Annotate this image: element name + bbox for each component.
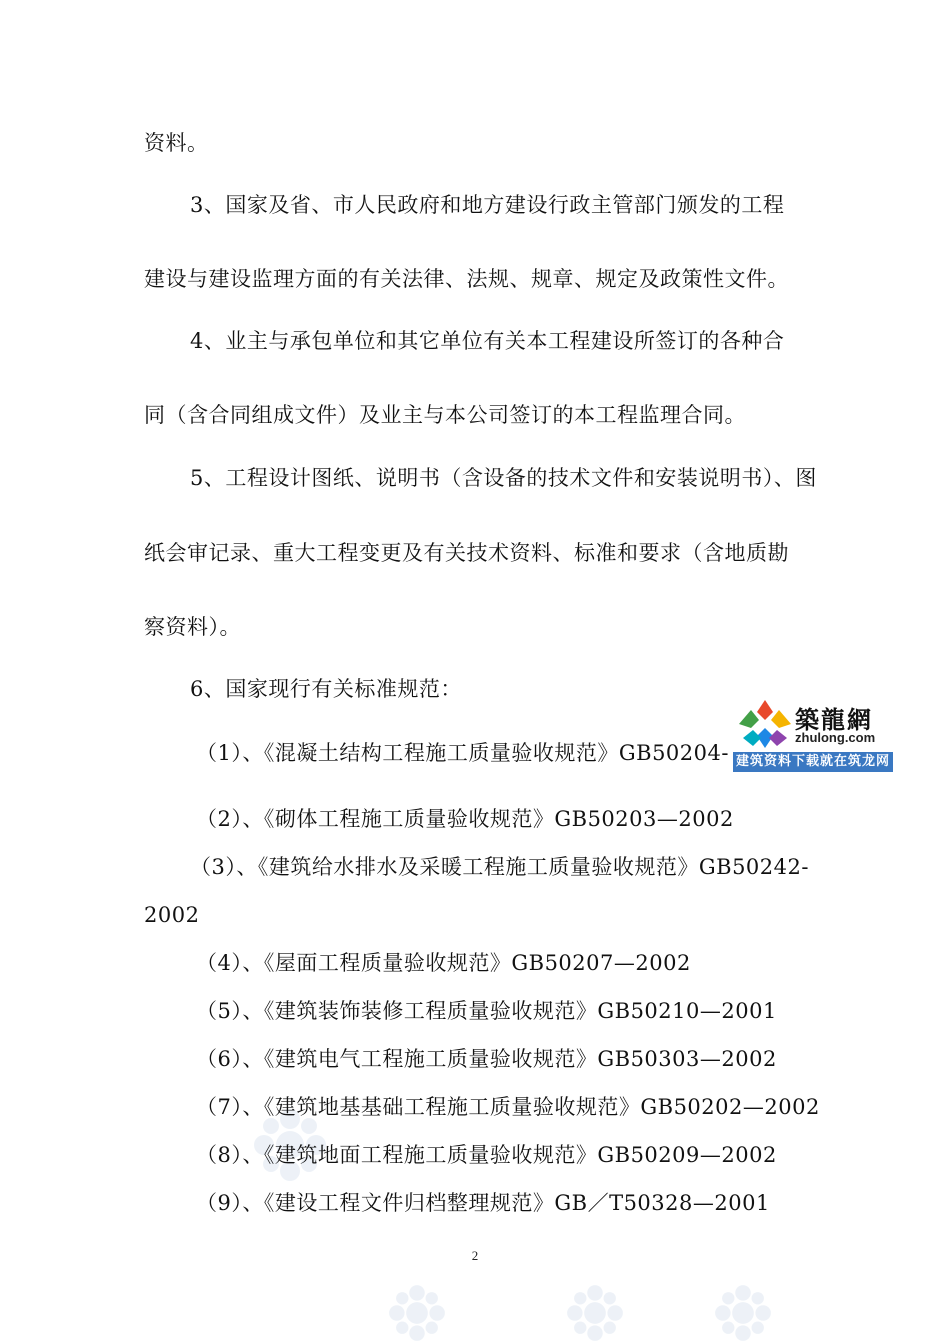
standard-list-item: （9）、《建设工程文件归档整理规范》GB／T50328—2001 [196,1191,770,1215]
paragraph-line: 4、业主与承包单位和其它单位有关本工程建设所签订的各种合 [190,329,785,353]
standard-list-item: （4）、《屋面工程质量验收规范》GB50207—2002 [196,951,691,975]
watermark-ornament [708,1282,778,1344]
logo-title: 築龍網 [795,706,873,734]
paragraph-line: 察资料）。 [144,615,241,639]
paragraph-line: 5、工程设计图纸、说明书（含设备的技术文件和安装说明书）、图 [190,466,817,490]
paragraph-line: 资料。 [144,131,209,155]
page-number: 2 [471,1248,479,1263]
paragraph-line: 3、国家及省、市人民政府和地方建设行政主管部门颁发的工程 [190,193,785,217]
zhulong-logo [733,694,893,772]
paragraph-line: 纸会审记录、重大工程变更及有关技术资料、标准和要求（含地质勘 [144,541,789,565]
paragraph-line: 6、国家现行有关标准规范： [190,677,462,701]
standard-list-item: （1）、《混凝土结构工程施工质量验收规范》GB50204- [196,741,729,765]
paragraph-line: 同（含合同组成文件）及业主与本公司签订的本工程监理合同。 [144,403,746,427]
standard-list-item-continued: 2002 [144,903,200,927]
watermark-ornament [560,1282,630,1344]
standard-list-item: （2）、《砌体工程施工质量验收规范》GB50203—2002 [196,807,734,831]
standard-list-item: （7）、《建筑地基基础工程施工质量验收规范》GB50202—2002 [196,1095,820,1119]
standard-list-item: （6）、《建筑电气工程施工质量验收规范》GB50303—2002 [196,1047,777,1071]
standard-list-item: （5）、《建筑装饰装修工程质量验收规范》GB50210—2001 [196,999,777,1023]
logo-domain: zhulong.com [795,730,876,745]
standard-list-item: （3）、《建筑给水排水及采暖工程施工质量验收规范》GB50242- [190,855,809,879]
logo-slogan: 建筑资料下载就在筑龙网 [733,752,893,772]
watermark-ornament [382,1282,452,1344]
diamond-flower-icon [737,698,793,750]
standard-list-item: （8）、《建筑地面工程施工质量验收规范》GB50209—2002 [196,1143,777,1167]
paragraph-line: 建设与建设监理方面的有关法律、法规、规章、规定及政策性文件。 [144,267,789,291]
